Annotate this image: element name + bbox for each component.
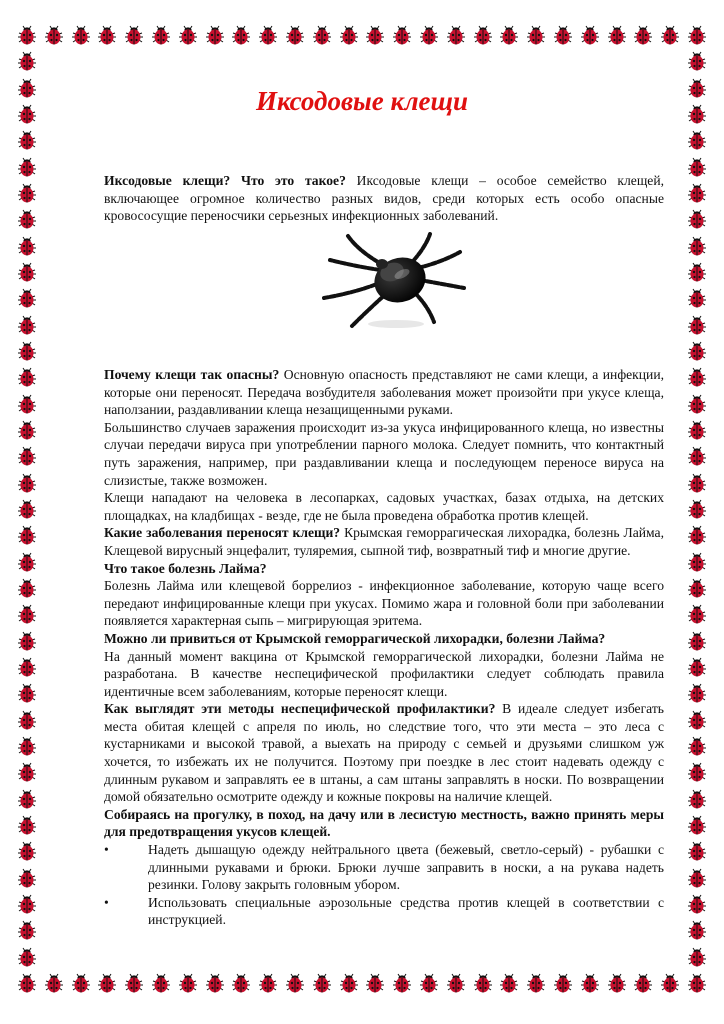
- ladybug-icon: [686, 946, 708, 968]
- ladybug-icon: [686, 156, 708, 178]
- tick-icon: [318, 232, 470, 332]
- ladybug-icon: [16, 946, 38, 968]
- bullet-mark: •: [104, 842, 109, 858]
- ladybug-icon: [525, 24, 547, 46]
- ladybug-icon: [686, 788, 708, 810]
- ladybug-icon: [686, 630, 708, 652]
- ladybug-icon: [606, 24, 628, 46]
- ladybug-icon: [686, 498, 708, 520]
- ladybug-icon: [418, 24, 440, 46]
- main-text: [104, 366, 664, 929]
- ladybug-icon: [686, 182, 708, 204]
- ladybug-icon: [338, 972, 360, 994]
- ladybug-icon: [686, 393, 708, 415]
- ladybug-icon: [16, 235, 38, 257]
- tick-illustration: [318, 232, 470, 332]
- ladybug-icon: [632, 972, 654, 994]
- ladybug-icon: [364, 24, 386, 46]
- ladybug-icon: [123, 972, 145, 994]
- ladybug-icon: [686, 972, 708, 994]
- ladybug-icon: [70, 24, 92, 46]
- ladybug-icon: [686, 24, 708, 46]
- methods-question: Как выглядят эти методы неспецифической профилактики?: [104, 701, 496, 717]
- ladybug-icon: [686, 867, 708, 889]
- ladybug-icon: [16, 445, 38, 467]
- ladybug-icon: [16, 156, 38, 178]
- ladybug-icon: [552, 24, 574, 46]
- page-title: Иксодовые клещи: [255, 86, 469, 116]
- ladybug-icon: [498, 972, 520, 994]
- bullet-mark: •: [104, 894, 109, 910]
- ladybug-icon: [632, 24, 654, 46]
- ladybug-icon: [606, 972, 628, 994]
- ladybug-icon: [391, 972, 413, 994]
- ladybug-icon: [16, 287, 38, 309]
- ladybug-icon: [16, 603, 38, 625]
- list-item: [104, 894, 664, 929]
- ladybug-icon: [686, 761, 708, 783]
- danger-paragraph-2: Большинство случаев заражения происходит из-за укуса инфицированного клеща, но известны случаи передачи вируса при употреблении парного молока. Следует помнить, что контактный путь заражения, например, при раздавливании клеща и последующем переносе вируса на слизистые, также возможен.: [104, 419, 664, 488]
- ladybug-icon: [579, 24, 601, 46]
- ladybug-icon: [686, 577, 708, 599]
- ladybug-icon: [177, 972, 199, 994]
- ladybug-icon: [659, 24, 681, 46]
- ladybug-icon: [686, 524, 708, 546]
- ladybug-icon: [16, 393, 38, 415]
- bullet-text: Использовать специальные аэрозольные средства против клещей в соответствии с инструкцией.: [148, 894, 664, 928]
- ladybug-icon: [16, 314, 38, 336]
- ladybug-icon: [686, 919, 708, 941]
- ladybug-icon: [16, 129, 38, 151]
- ladybug-icon: [686, 419, 708, 441]
- ladybug-icon: [230, 972, 252, 994]
- ladybug-icon: [686, 366, 708, 388]
- ladybug-icon: [16, 551, 38, 573]
- ladybug-icon: [579, 972, 601, 994]
- ladybug-icon: [16, 50, 38, 72]
- ladybug-icon: [123, 24, 145, 46]
- ladybug-icon: [16, 261, 38, 283]
- ladybug-icon: [16, 761, 38, 783]
- ladybug-icon: [686, 840, 708, 862]
- ladybug-icon: [16, 735, 38, 757]
- ladybug-icon: [284, 24, 306, 46]
- intro-answer: Иксодовые клещи – особое семейство клещей, включающее огромное количество разных видов, среди которых есть особо опасные кровососущие переносчики серьезных инфекционных заболеваний.: [104, 173, 664, 224]
- intro-question: Иксодовые клещи? Что это такое?: [104, 173, 346, 188]
- bullet-text: Надеть дышащую одежду нейтрального цвета (бежевый, светло-серый) - рубашки с длинными рукавами и брюки. Брюки лучше заправить в носки, а на рукава надеть резинки. Голову закрыть головным убором.: [148, 842, 664, 893]
- ladybug-icon: [338, 24, 360, 46]
- ladybug-icon: [204, 24, 226, 46]
- list-item: [104, 841, 664, 894]
- ladybug-icon: [177, 24, 199, 46]
- vaccine-question: Можно ли привиться от Крымской геморрагической лихорадки, болезни Лайма?: [104, 630, 606, 646]
- ladybug-icon: [686, 208, 708, 230]
- ladybug-icon: [686, 287, 708, 309]
- ladybug-icon: [16, 630, 38, 652]
- ladybug-icon: [418, 972, 440, 994]
- ladybug-icon: [686, 314, 708, 336]
- trip-heading: Собираясь на прогулку, в поход, на дачу или в лесистую местность, важно принять меры для предотвращения укусов клещей.: [104, 806, 664, 840]
- ladybug-icon: [16, 182, 38, 204]
- ladybug-icon: [257, 972, 279, 994]
- ladybug-icon: [686, 735, 708, 757]
- ladybug-icon: [16, 340, 38, 362]
- ladybug-icon: [686, 50, 708, 72]
- intro-paragraph: [104, 172, 664, 225]
- ladybug-icon: [284, 972, 306, 994]
- ladybug-icon: [16, 24, 38, 46]
- ladybug-icon: [472, 24, 494, 46]
- lyme-answer: Болезнь Лайма или клещевой боррелиоз - инфекционное заболевание, которую чаще всего передают инфицированные клещи при укусах. Помимо жара и головной боли при заболевании появляется характерная сыпь – мигрирующая эритема.: [104, 578, 664, 629]
- ladybug-icon: [16, 472, 38, 494]
- ladybug-icon: [686, 893, 708, 915]
- ladybug-icon: [70, 972, 92, 994]
- ladybug-icon: [16, 366, 38, 388]
- ladybug-icon: [498, 24, 520, 46]
- ladybug-icon: [16, 524, 38, 546]
- ladybug-icon: [43, 972, 65, 994]
- diseases-question: Какие заболевания переносят клещи?: [104, 525, 341, 541]
- ladybug-icon: [230, 24, 252, 46]
- ladybug-icon: [16, 709, 38, 731]
- ladybug-icon: [311, 972, 333, 994]
- ladybug-icon: [686, 235, 708, 257]
- ladybug-icon: [686, 340, 708, 362]
- ladybug-icon: [364, 972, 386, 994]
- methods-answer: В идеале следует избегать места обитая клещей с апреля по июль, но следствие того, что эти места – это леса с кустарниками и высокой травой, а выехать на природу с семьей и друзьями слишком уж хочется, то избежать их не получится. Поэтому при поездке в лес стоит надевать одежду с длинным рукавом и заправлять ее в штаны, а сам штаны заправлять в носки. По возвращении домой обязательно осмотрите одежду и кожные покровы на наличие клещей.: [104, 701, 664, 805]
- ladybug-icon: [16, 788, 38, 810]
- ladybug-icon: [204, 972, 226, 994]
- ladybug-icon: [16, 867, 38, 889]
- diseases-answer: Крымская геморрагическая лихорадка, болезнь Лайма, Клещевой вирусный энцефалит, туляремия, сыпной тиф, возвратный тиф и многие другие.: [104, 525, 664, 558]
- vaccine-answer: На данный момент вакцина от Крымской геморрагической лихорадки, болезни Лайма не разработана. В качестве неспецифической профилактики следует соблюдать правила идентичные всем заболеваниям, которые переносят клещи.: [104, 648, 664, 699]
- ladybug-icon: [686, 445, 708, 467]
- ladybug-icon: [686, 814, 708, 836]
- ladybug-icon: [96, 972, 118, 994]
- danger-question: Почему клещи так опасны?: [104, 367, 280, 382]
- ladybug-icon: [16, 919, 38, 941]
- ladybug-icon: [150, 24, 172, 46]
- ladybug-icon: [686, 656, 708, 678]
- ladybug-icon: [686, 129, 708, 151]
- ladybug-icon: [686, 682, 708, 704]
- ladybug-icon: [150, 972, 172, 994]
- ladybug-icon: [16, 682, 38, 704]
- ladybug-icon: [472, 972, 494, 994]
- ladybug-icon: [525, 972, 547, 994]
- ladybug-icon: [16, 577, 38, 599]
- ladybug-icon: [686, 551, 708, 573]
- ladybug-icon: [16, 814, 38, 836]
- ladybug-icon: [686, 472, 708, 494]
- ladybug-icon: [16, 840, 38, 862]
- ladybug-icon: [16, 419, 38, 441]
- ladybug-icon: [43, 24, 65, 46]
- ladybug-icon: [257, 24, 279, 46]
- ladybug-icon: [96, 24, 118, 46]
- ladybug-icon: [311, 24, 333, 46]
- danger-paragraph-3: Клещи нападают на человека в лесопарках, садовых участках, базах отдыха, на детских площадках, на кладбищах - везде, где не была проведена обработка против клещей.: [104, 490, 664, 523]
- ladybug-icon: [686, 261, 708, 283]
- ladybug-icon: [16, 498, 38, 520]
- lyme-question: Что такое болезнь Лайма?: [104, 560, 267, 576]
- ladybug-icon: [16, 893, 38, 915]
- ladybug-icon: [16, 972, 38, 994]
- ladybug-icon: [659, 972, 681, 994]
- ladybug-icon: [16, 208, 38, 230]
- ladybug-icon: [686, 603, 708, 625]
- ladybug-icon: [686, 709, 708, 731]
- ladybug-icon: [391, 24, 413, 46]
- ladybug-icon: [445, 972, 467, 994]
- danger-answer: Основную опасность представляют не сами клещи, а инфекции, которые они переносят. Передача возбудителя заболевания может произойти при укусе клеща, наползании, раздавливании клеща незащищенными руками.: [104, 367, 665, 418]
- ladybug-icon: [552, 972, 574, 994]
- ladybug-icon: [16, 656, 38, 678]
- ladybug-icon: [445, 24, 467, 46]
